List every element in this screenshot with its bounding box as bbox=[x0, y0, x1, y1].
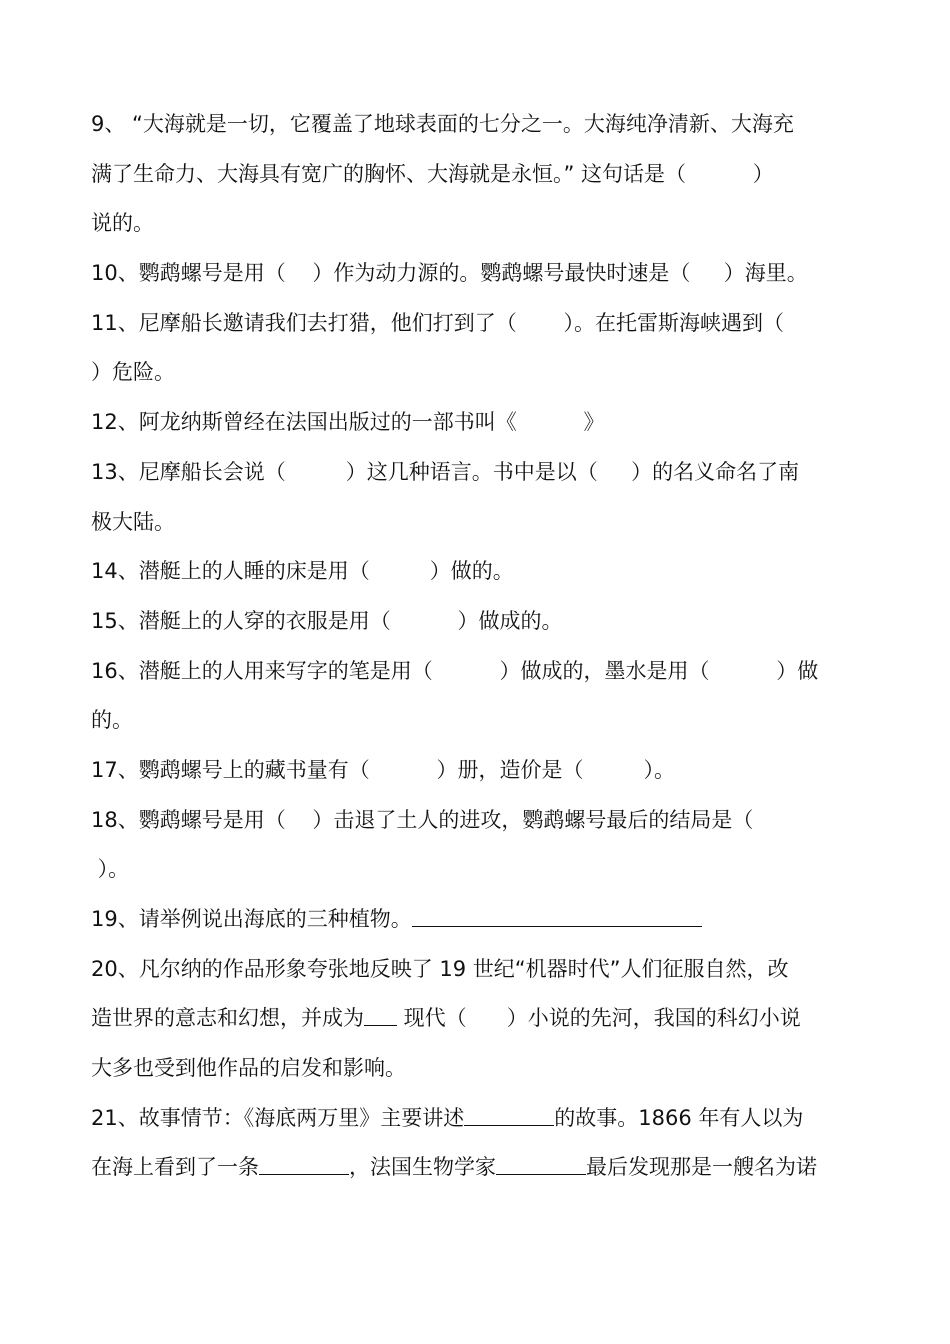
question-21-text: 21、故事情节：《海底两万里》主要讲述 bbox=[91, 1105, 465, 1130]
answer-blank bbox=[496, 1155, 586, 1176]
question-16-line-1: 16、潜艇上的人用来写字的笔是用（ ）做成的，墨水是用（ ）做 bbox=[91, 658, 819, 683]
question-list bbox=[91, 100, 881, 1193]
question-11-line-1: 11、尼摩船长邀请我们去打猎，他们打到了（ ）。在托雷斯海峡遇到（ bbox=[91, 310, 784, 335]
question-11-line-2: ）危险。 bbox=[91, 360, 175, 385]
answer-blank bbox=[412, 906, 702, 927]
question-10-line-1: 10、鹦鹉螺号是用（ ）作为动力源的。鹦鹉螺号最快时速是（ ）海里。 bbox=[91, 261, 808, 286]
answer-blank bbox=[464, 1105, 554, 1126]
question-20-text-tail: 现代（ ）小说的先河，我国的科幻小说 bbox=[397, 1006, 801, 1031]
question-13-line-2: 极大陆。 bbox=[91, 509, 175, 534]
question-21-text-tail-2: 最后发现那是一艘名为诺 bbox=[586, 1155, 817, 1180]
question-20-text: 造世界的意志和幻想，并成为 bbox=[91, 1006, 364, 1031]
question-9-line-2: 满了生命力、大海具有宽广的胸怀、大海就是永恒。” 这句话是（ ） bbox=[91, 161, 774, 186]
question-21-text-mid: ，法国生物学家 bbox=[349, 1155, 496, 1180]
question-17-line-1: 17、鹦鹉螺号上的藏书量有（ ）册，造价是（ ）。 bbox=[91, 757, 676, 782]
question-12-line-1: 12、阿龙纳斯曾经在法国出版过的一部书叫《 》 bbox=[91, 410, 605, 435]
question-13-line-1: 13、尼摩船长会说（ ）这几种语言。书中是以（ ）的名义命名了南 bbox=[91, 459, 800, 484]
question-21-line-1 bbox=[91, 1094, 881, 1144]
question-21-text-tail: 的故事。1866 年有人以为 bbox=[554, 1105, 804, 1130]
question-18-line-2: ）。 bbox=[91, 857, 130, 882]
question-9-line-3: 说的。 bbox=[91, 211, 154, 236]
question-21-text-2: 在海上看到了一条 bbox=[91, 1155, 259, 1180]
answer-blank bbox=[259, 1155, 349, 1176]
question-20-line-3: 大多也受到他作品的启发和影响。 bbox=[91, 1056, 406, 1081]
question-15-line-1: 15、潜艇上的人穿的衣服是用（ ）做成的。 bbox=[91, 608, 563, 633]
question-19-line-1 bbox=[91, 895, 881, 945]
question-21-line-2 bbox=[91, 1143, 881, 1193]
question-16-line-2: 的。 bbox=[91, 708, 133, 733]
answer-blank bbox=[364, 1005, 397, 1026]
question-20-line-2 bbox=[91, 994, 881, 1044]
question-9-line-1: 9、 “大海就是一切，它覆盖了地球表面的七分之一。大海纯净清新、大海充 bbox=[91, 112, 794, 136]
question-18-line-1: 18、鹦鹉螺号是用（ ）击退了土人的进攻，鹦鹉螺号最后的结局是（ bbox=[91, 807, 754, 832]
question-14-line-1: 14、潜艇上的人睡的床是用（ ）做的。 bbox=[91, 559, 514, 584]
question-20-line-1: 20、凡尔纳的作品形象夸张地反映了 19 世纪“机器时代”人们征服自然，改 bbox=[91, 956, 789, 981]
question-19-text: 19、请举例说出海底的三种植物。 bbox=[91, 907, 412, 931]
